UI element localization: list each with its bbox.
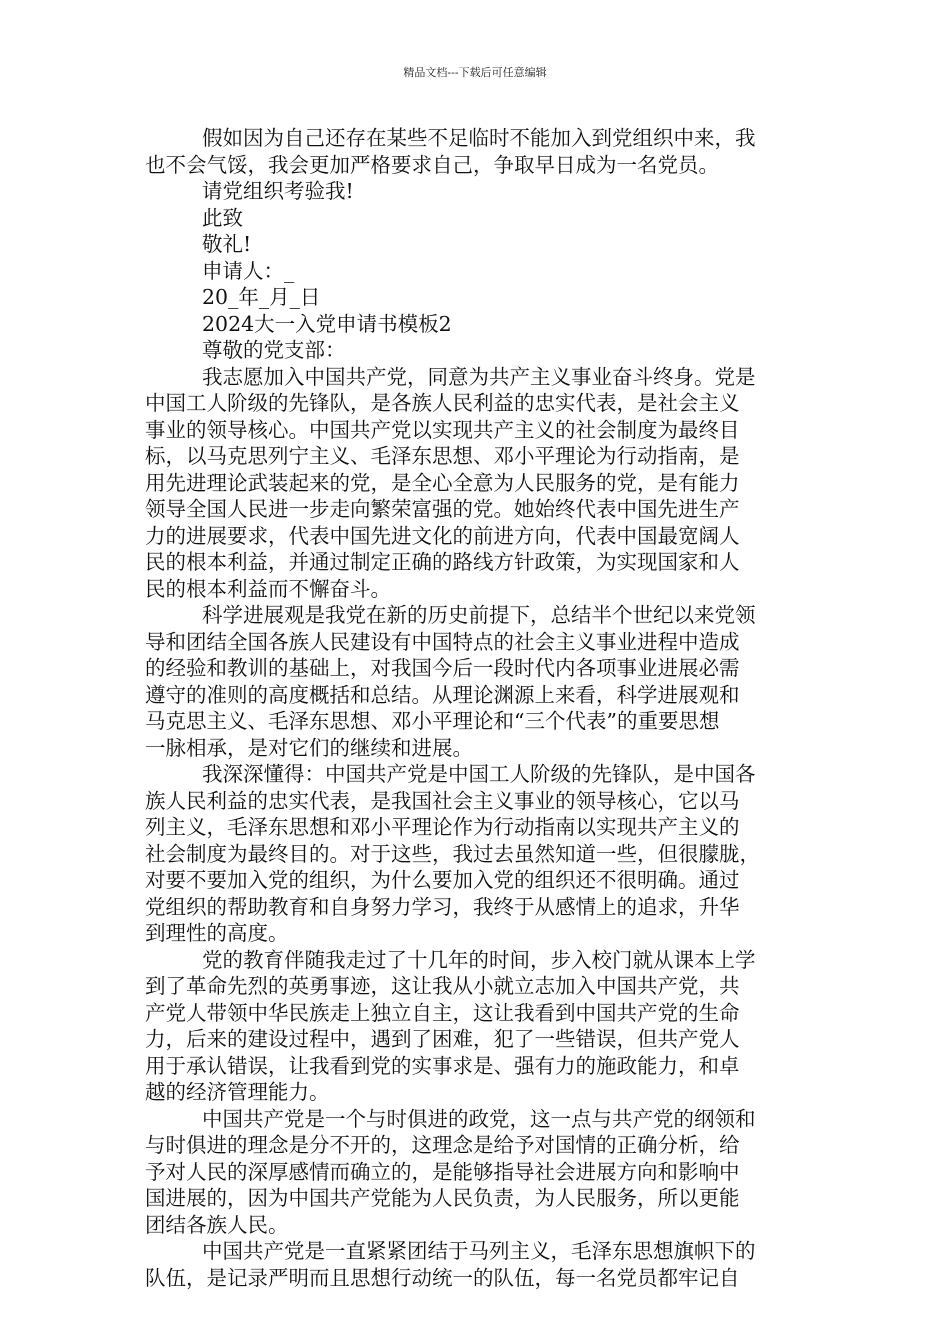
text-line: 社会制度为最终目的。对于这些，我过去虽然知道一些，但很朦胧， <box>145 841 760 866</box>
text-line: 族人民利益的忠实代表，是我国社会主义事业的领导核心，它以马 <box>145 788 740 813</box>
text-line: 越的经济管理能力。 <box>145 1080 330 1104</box>
text-line: 我志愿加入中国共产党，同意为共产主义事业奋斗终身。党是 <box>202 364 756 389</box>
text-line: 领导全国人民进一步走向繁荣富强的党。她始终代表中国先进生产 <box>145 497 740 521</box>
text-line: 马克思主义、毛泽东思想、邓小平理论和“三个代表”的重要思想 <box>145 709 720 733</box>
text-line: 科学进展观是我党在新的历史前提下，总结半个世纪以来党领 <box>202 603 756 627</box>
text-line: 到理性的高度。 <box>145 921 289 945</box>
text-line: 力，后来的建设过程中，遇到了困难，犯了一些错误，但共产党人 <box>145 1027 740 1051</box>
text-line: 此致 <box>202 205 243 230</box>
text-line: 党的教育伴随我走过了十几年的时间，步入校门就从课本上学 <box>202 947 756 972</box>
text-line: 的经验和教训的基础上，对我国今后一段时代内各项事业进展必需 <box>145 656 740 680</box>
text-line: 产党人带领中华民族走上独立自主，这让我看到中国共产党的生命 <box>145 1000 740 1025</box>
text-line: 国进展的，因为中国共产党能为人民负责，为人民服务，所以更能 <box>145 1186 740 1210</box>
text-line: 队伍，是记录严明而且思想行动统一的队伍，每一名党员都牢记自 <box>145 1265 740 1290</box>
text-line: 民的根本利益，并通过制定正确的路线方针政策，为实现国家和人 <box>145 550 740 574</box>
text-line: 事业的领导核心。中国共产党以实现共产主义的社会制度为最终目 <box>145 417 740 442</box>
text-line: 导和团结全国各族人民建设有中国特点的社会主义事业进程中造成 <box>145 629 740 654</box>
text-line: 一脉相承，是对它们的继续和进展。 <box>145 735 473 760</box>
text-line: 假如因为自己还存在某些不足临时不能加入到党组织中来，我 <box>202 126 756 150</box>
text-line: 中国工人阶级的先锋队，是各族人民利益的忠实代表，是社会主义 <box>145 391 740 415</box>
text-line: 予对人民的深厚感情而确立的，是能够指导社会进展方向和影响中 <box>145 1159 740 1184</box>
text-line: 团结各族人民。 <box>145 1212 289 1237</box>
text-line: 2024大一入党申请书模板2 <box>202 311 452 336</box>
text-line: 申请人：_ <box>202 258 295 283</box>
text-line: 力的进展要求，代表中国先进文化的前进方向，代表中国最宽阔人 <box>145 523 740 548</box>
text-line: 中国共产党是一个与时俱进的政党，这一点与共产党的纲领和 <box>202 1106 756 1131</box>
text-line: 民的根本利益而不懈奋斗。 <box>145 576 391 601</box>
text-line: 20_年_月_日 <box>202 285 321 309</box>
text-line: 到了革命先烈的英勇事迹，这让我从小就立志加入中国共产党，共 <box>145 974 740 998</box>
text-line: 尊敬的党支部： <box>202 338 346 362</box>
page-header: 精品文档---下载后可任意编辑 <box>403 66 547 79</box>
text-line: 也不会气馁，我会更加严格要求自己，争取早日成为一名党员。 <box>145 152 719 177</box>
text-line: 党组织的帮助教育和自身努力学习，我终于从感情上的追求，升华 <box>145 894 740 919</box>
text-line: 中国共产党是一直紧紧团结于马列主义，毛泽东思想旗帜下的 <box>202 1239 756 1263</box>
text-line: 用先进理论武装起来的党，是全心全意为人民服务的党，是有能力 <box>145 470 740 495</box>
text-line: 用于承认错误，让我看到党的实事求是、强有力的施政能力，和卓 <box>145 1053 740 1078</box>
text-line: 遵守的准则的高度概括和总结。从理论渊源上来看，科学进展观和 <box>145 682 740 707</box>
text-line: 列主义，毛泽东思想和邓小平理论作为行动指南以实现共产主义的 <box>145 815 740 839</box>
document-body <box>145 125 821 1291</box>
text-line: 请党组织考验我! <box>202 179 354 203</box>
text-line: 敬礼! <box>202 232 252 256</box>
text-line: 我深深懂得：中国共产党是中国工人阶级的先锋队，是中国各 <box>202 762 756 786</box>
text-line: 标，以马克思列宁主义、毛泽东思想、邓小平理论为行动指南，是 <box>145 444 740 468</box>
text-line: 对要不要加入党的组织，为什么要加入党的组织还不很明确。通过 <box>145 868 740 892</box>
text-line: 与时俱进的理念是分不开的，这理念是给予对国情的正确分析，给 <box>145 1133 740 1157</box>
